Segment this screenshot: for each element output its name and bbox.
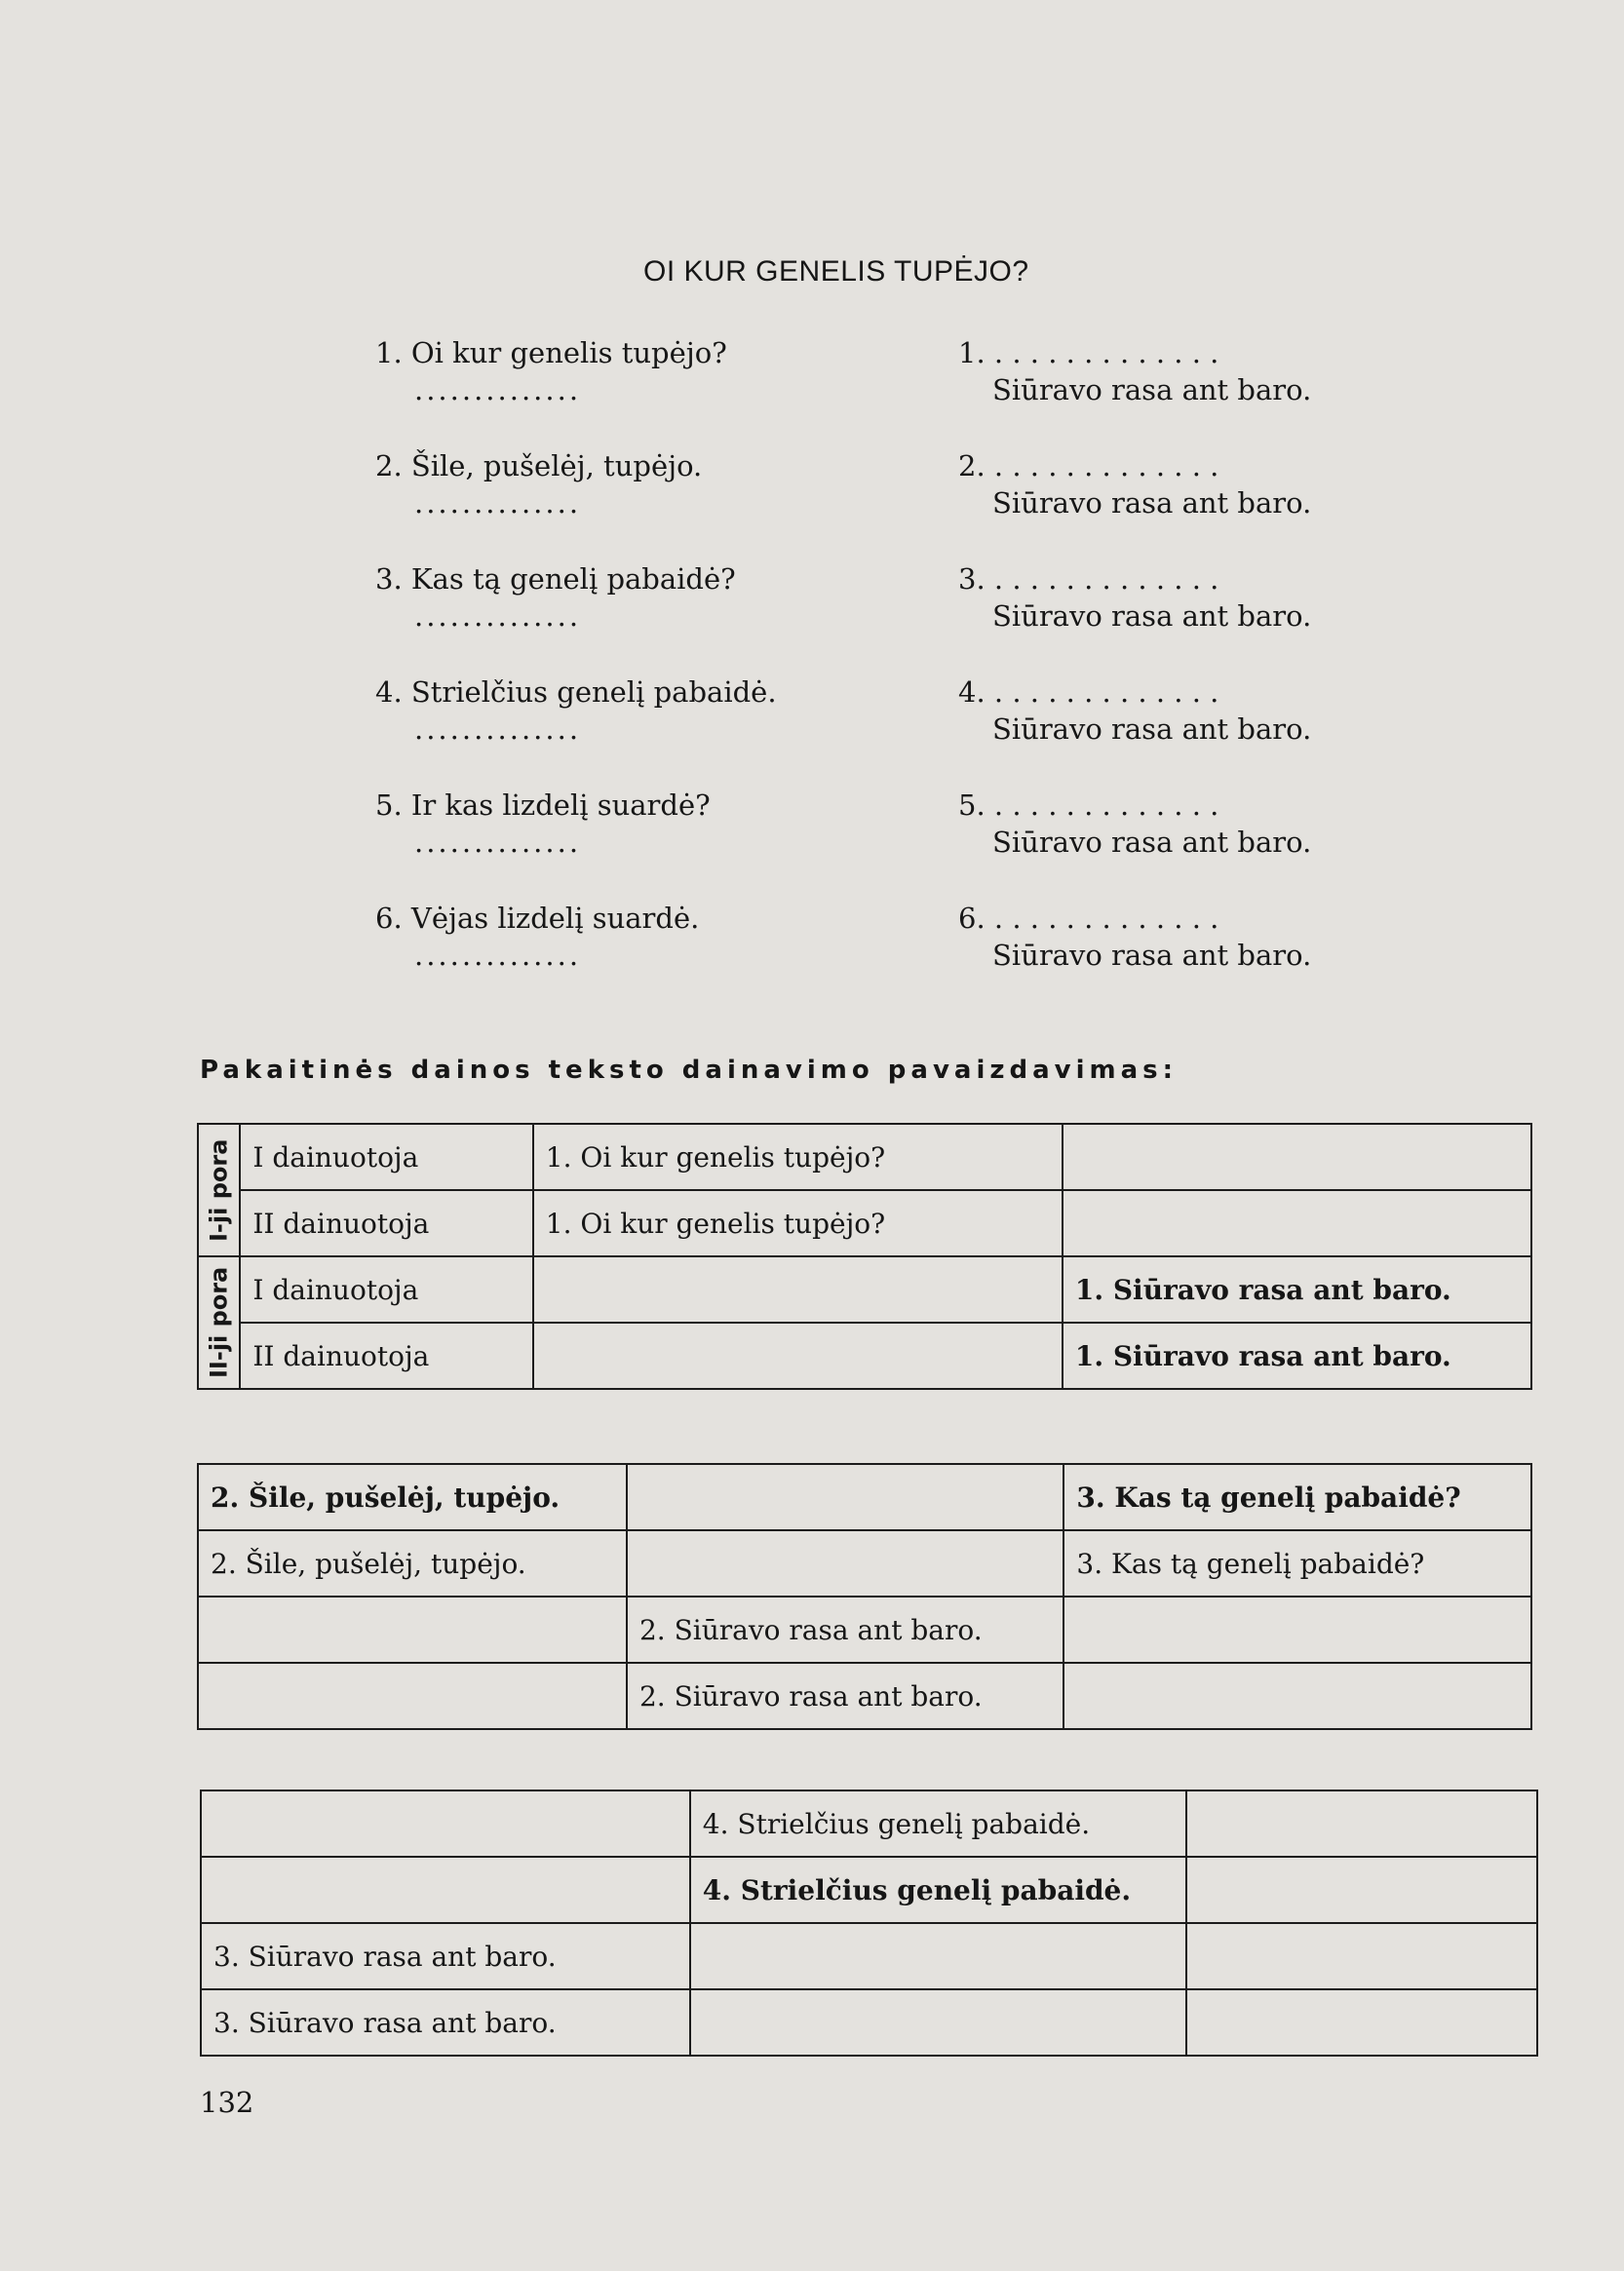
refrain-line: Siūravo rasa ant baro.: [992, 599, 1312, 633]
cell: [1063, 1663, 1531, 1729]
section-heading: Pakaitinės dainos teksto dainavimo pavaizdavimas:: [200, 1056, 1179, 1085]
refrain-cell: [1063, 1124, 1531, 1190]
verse-dots: 5. . . . . . . . . . . . . .: [958, 789, 1219, 822]
verse-line: 2. Šile, pušelėj, tupėjo.: [375, 449, 703, 482]
verse-cell: [533, 1323, 1063, 1389]
cell: 3. Kas tą genelį pabaidė?: [1063, 1530, 1531, 1597]
verse-dots: 3. . . . . . . . . . . . . .: [958, 562, 1219, 596]
cell: [627, 1464, 1063, 1530]
stanza-6-left: [375, 900, 785, 974]
cell: 4. Strielčius genelį pabaidė.: [690, 1790, 1187, 1857]
pair-label: II-ji pora: [198, 1256, 240, 1389]
cell: [198, 1597, 627, 1663]
table-row: [198, 1323, 1531, 1389]
cell: [627, 1530, 1063, 1597]
verse-dots: ..............: [414, 373, 582, 406]
cell: [690, 1923, 1187, 1989]
table-row: [198, 1530, 1531, 1597]
stanza-6-right: [958, 900, 1368, 974]
pair-label: I-ji pora: [198, 1124, 240, 1256]
cell: 4. Strielčius genelį pabaidė.: [690, 1857, 1187, 1923]
cell: 3. Siūravo rasa ant baro.: [201, 1923, 690, 1989]
verse-line: 1. Oi kur genelis tupėjo?: [375, 336, 727, 369]
table-row: [201, 1923, 1537, 1989]
verse-dots: ..............: [414, 712, 582, 746]
refrain-line: Siūravo rasa ant baro.: [992, 373, 1312, 406]
song-title: OI KUR GENELIS TUPĖJO?: [643, 255, 1029, 288]
table-row: [201, 1989, 1537, 2056]
refrain-cell: 1. Siūravo rasa ant baro.: [1063, 1256, 1531, 1323]
verse-dots: ..............: [414, 599, 582, 633]
singer-cell: I dainuotoja: [240, 1124, 532, 1190]
cell: 2. Siūravo rasa ant baro.: [627, 1663, 1063, 1729]
cell: 3. Kas tą genelį pabaidė?: [1063, 1464, 1531, 1530]
table-row: [198, 1124, 1531, 1190]
refrain-line: Siūravo rasa ant baro.: [992, 826, 1312, 859]
stanza-2-left: [375, 447, 785, 521]
verse-line: 3. Kas tą genelį pabaidė?: [375, 562, 736, 596]
table-row: [201, 1857, 1537, 1923]
singer-cell: II dainuotoja: [240, 1190, 532, 1256]
verse-dots: 6. . . . . . . . . . . . . .: [958, 902, 1219, 935]
refrain-cell: 1. Siūravo rasa ant baro.: [1063, 1323, 1531, 1389]
stanza-3-left: [375, 560, 785, 635]
verse-line: 5. Ir kas lizdelį suardė?: [375, 789, 711, 822]
table-row: [201, 1790, 1537, 1857]
verse-line: 4. Strielčius genelį pabaidė.: [375, 675, 777, 709]
page-number: 132: [200, 2086, 254, 2119]
stanza-3-right: [958, 560, 1368, 635]
verse-dots: 4. . . . . . . . . . . . . .: [958, 675, 1219, 709]
cell: [1186, 1989, 1537, 2056]
singer-cell: I dainuotoja: [240, 1256, 532, 1323]
stanza-5-left: [375, 787, 785, 861]
refrain-line: Siūravo rasa ant baro.: [992, 486, 1312, 520]
stanza-4-left: [375, 674, 785, 748]
stanza-1-right: [958, 334, 1368, 408]
stanza-5-right: [958, 787, 1368, 861]
cell: [198, 1663, 627, 1729]
verse-dots: 1. . . . . . . . . . . . . .: [958, 336, 1219, 369]
table-row: [198, 1663, 1531, 1729]
verse-cell: [533, 1256, 1063, 1323]
refrain-cell: [1063, 1190, 1531, 1256]
cell: 2. Siūravo rasa ant baro.: [627, 1597, 1063, 1663]
refrain-line: Siūravo rasa ant baro.: [992, 712, 1312, 746]
verse-dots: 2. . . . . . . . . . . . . .: [958, 449, 1219, 482]
cell: [1186, 1857, 1537, 1923]
cell: [1186, 1923, 1537, 1989]
refrain-line: Siūravo rasa ant baro.: [992, 939, 1312, 972]
cell: [690, 1989, 1187, 2056]
verse-dots: ..............: [414, 826, 582, 859]
verse-dots: ..............: [414, 939, 582, 972]
cell: 2. Šile, pušelėj, tupėjo.: [198, 1530, 627, 1597]
verse-cell: 1. Oi kur genelis tupėjo?: [533, 1124, 1063, 1190]
verse-line: 6. Vėjas lizdelį suardė.: [375, 902, 700, 935]
performance-table-1: [197, 1123, 1532, 1390]
performance-table-3: [200, 1790, 1538, 2057]
table-row: [198, 1256, 1531, 1323]
verse-dots: ..............: [414, 486, 582, 520]
singer-cell: II dainuotoja: [240, 1323, 532, 1389]
stanza-4-right: [958, 674, 1368, 748]
cell: 3. Siūravo rasa ant baro.: [201, 1989, 690, 2056]
stanza-1-left: [375, 334, 785, 408]
cell: [1063, 1597, 1531, 1663]
cell: [201, 1857, 690, 1923]
cell: 2. Šile, pušelėj, tupėjo.: [198, 1464, 627, 1530]
verse-cell: 1. Oi kur genelis tupėjo?: [533, 1190, 1063, 1256]
table-row: [198, 1464, 1531, 1530]
table-row: [198, 1597, 1531, 1663]
cell: [201, 1790, 690, 1857]
table-row: [198, 1190, 1531, 1256]
cell: [1186, 1790, 1537, 1857]
stanza-2-right: [958, 447, 1368, 521]
performance-table-2: [197, 1463, 1532, 1730]
